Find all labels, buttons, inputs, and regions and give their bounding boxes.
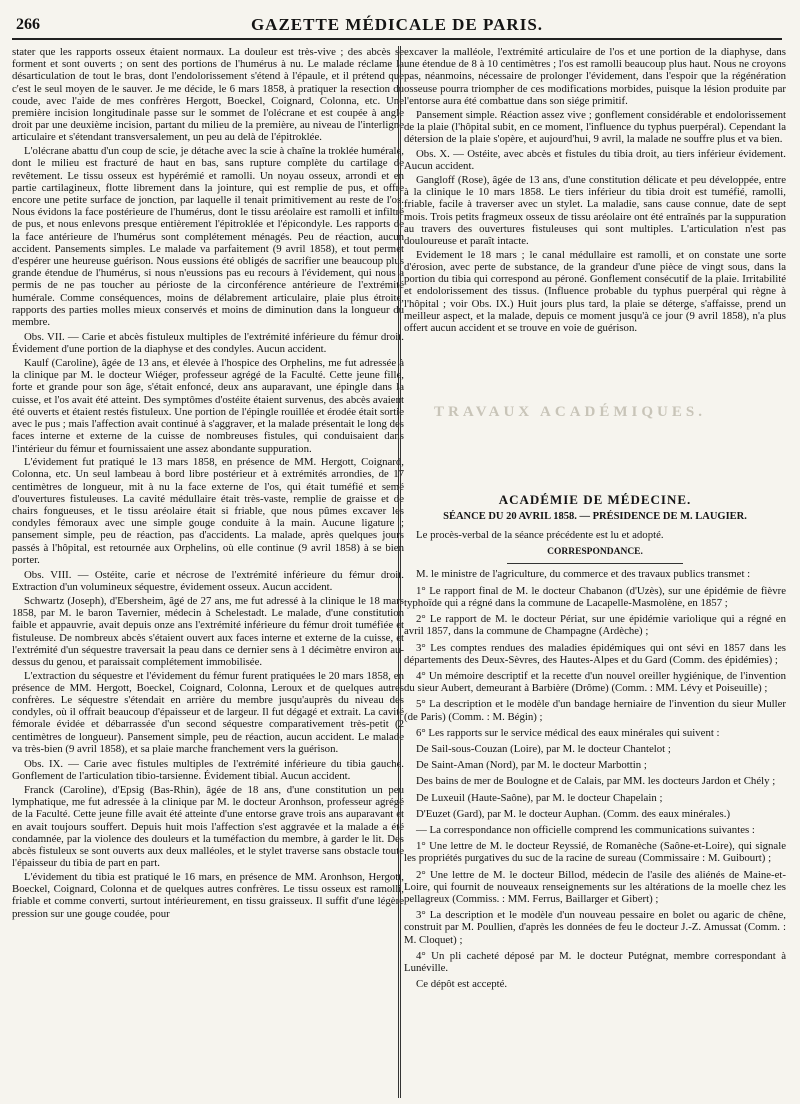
- list-item: 3° La description et le modèle d'un nouveau pessaire en bolet ou agaric de chêne, construit par M. Poullien, d'après les données de feu le docteur J.-Z. Amussat (Comm. : M. Cloquet) ;: [404, 909, 786, 946]
- paragraph: L'évidement fut pratiqué le 13 mars 1858, en présence de MM. Hergott, Coignard, Colonna, etc. Un seul lambeau à bord libre postérieur et à extrémités arrondies, de 17 centimètres de longueur, mit à nu la face externe de l'os, qui était tuméfié et semé d'ouvertures fistuleuses. La cavité médullaire était très-vaste, remplie de graisse et de chairs fongueuses, et le tissu aréolaire était si friable, que nous pûmes excaver les condyles fémoraux avec une simple gouge conduite à la main. Aucune ligature ; pansement simple, peu de réaction, pas d'accidents. La malade, après quelques jours passés à l'hôpital, est retournée aux Orphelins, où elle continue (9 avril 1858) à se bien porter.: [12, 456, 404, 566]
- sub-item: De Sail-sous-Couzan (Loire), par M. le docteur Chantelot ;: [416, 742, 671, 755]
- list-item: 2° Une lettre de M. le docteur Billod, médecin de l'asile des aliénés de Maine-et-Loire, qui fournit de nouveaux renseignements sur les altérations de la moelle chez les pellagreux (Commiss. : MM. Ferrus, Baillarger et Gibert) ;: [404, 868, 786, 905]
- list-item: 6° Les rapports sur le service médical des eaux minérales qui suivent :: [416, 726, 720, 739]
- paragraph: Evidement le 18 mars ; le canal médullaire est ramolli, et on constate une sorte d'érosion, avec perte de substance, de la grandeur d'une pièce de vingt sous, dans la portion du tibia qui correspond au péroné. Gonflement consécutif de la plaie. Irritabilité et endolorissement des tissus. (Influence probable du typhus puerpéral qui règne à l'hôpital ; voir Obs. IX.) Huit jours plus tard, la plaie se déterge, s'affaisse, prend un meilleur aspect, et la malade, depuis ce moment jusqu'à ce jour (9 avril 1858), n'a plus offert aucun accident et se trouve en voie de guérison.: [404, 248, 786, 334]
- closing-line: Ce dépôt est accepté.: [416, 978, 508, 991]
- paragraph: Gangloff (Rose), âgée de 13 ans, d'une constitution délicate et peu développée, entre à la clinique le 10 mars 1858. Le tiers inférieur du tibia droit est tuméfié, ramolli, friable, facile à traverser avec un stylet. La maladie, sans cause connue, date de sept mois. Trois petits fragmeux osseux de tissu aréolaire ont été entraînés par la suppuration au travers des ouvertures fistuleuses qui sont multiples. L'articulation n'est pas douloureuse et paraît intacte.: [404, 174, 786, 248]
- paragraph: Pansement simple. Réaction assez vive ; gonflement considérable et endolorissement de la plaie (l'hôpital subit, en ce moment, l'influence du typhus puerpéral). Cependant la détersion de la plaie s'opère, et aujourd'hui, 9 avril, la malade ne souffre plus et va bien.: [404, 108, 786, 145]
- paragraph: L'évidement du tibia est pratiqué le 16 mars, en présence de MM. Aronhson, Hergott, Boeckel, Coignard, Colonna et de quelques autres confrères. Le tissu osseux est ramolli, friable et comme converti, surtout intérieurement, en tissu graisseux. Il suffit d'une légère pression sur une gouge coudée, pour: [12, 870, 404, 920]
- sub-item: D'Euzet (Gard), par M. le docteur Auphan. (Comm. des eaux minérales.): [416, 807, 731, 820]
- page-number: 266: [16, 16, 40, 33]
- section-title: ACADÉMIE DE MÉDECINE.: [498, 491, 692, 507]
- paragraph: excaver la malléole, l'extrémité articulaire de l'os et une portion de la diaphyse, dans une étendue de 8 à 10 centimètres ; l'os est ramolli beaucoup plus haut. Nous ne croyons pas, néanmoins, nécessaire de prolonger l'évidement, dans l'espoir que la régénération osseuse pourra triompher de ces modifications morbides, puisque la lésion produite par l'entorse aura été combattue dans son siége primitif.: [404, 46, 786, 107]
- list-item: 3° Les comptes rendues des maladies épidémiques qui ont sévi en 1857 dans les départements des Deux-Sèvres, des Hautes-Alpes et du Gard (Comm. des épidémies) ;: [404, 641, 786, 666]
- right-column: [404, 46, 786, 1096]
- intro-line: M. le ministre de l'agriculture, du commerce et des travaux publics transmet :: [416, 568, 751, 581]
- paragraph: Kaulf (Caroline), âgée de 13 ans, et élevée à l'hospice des Orphelins, me fut adressée à la clinique par M. le docteur Wiéger, professeur agrégé de la Faculté. Cette jeune fille, forte et grande pour son âge, s'était enfoncé, deux ans auparavant, une épingle dans la cuisse, et l'os avait été atteint. Des symptômes d'ostéite étaient survenus, des abcès avaient été ouverts et étaient restés fistuleux. Une portion de l'épingle rouillée et érodée était sortie avec le pus ; mais l'affection avait continué à s'aggraver, et la malade présentait le long des faces interne et externe de la cuisse de nombreuses fistules, qui conduisaient dans l'intérieur du fémur et fournissaient une assez abondante suppuration.: [12, 357, 404, 455]
- list-item: 4° Un mémoire descriptif et la recette d'un nouvel oreiller hygiénique, de l'invention du sieur Aubert, demeurant à Barbière (Drôme) (Comm. : MM. Lévy et Poiseuille) ;: [404, 669, 786, 695]
- sub-item: Des bains de mer de Boulogne et de Calais, par MM. les docteurs Jardon et Chély ;: [416, 775, 776, 788]
- correspondance-list: [404, 568, 786, 990]
- paragraph: Schwartz (Joseph), d'Ebersheim, âgé de 27 ans, me fut adressé à la clinique le 18 mars 1858, par M. le baron Tavernier, médecin à Schelestadt. Le malade, d'une constitution faible et appauvrie, avait depuis onze ans l'extrémité inférieure du fémur droit tuméfiée et fistuleuse. De nombreux abcès s'étaient ouvert aux faces interne et externe de la cuisse, et l'extrémité d'un séquestre traversait la peau dans ce dernier sens à 1 décimètre environ au-dessus du genou, et paraissait complétement immobilisée.: [12, 594, 404, 668]
- list-item: 4° Un pli cacheté déposé par M. le docteur Putégnat, membre correspondant à Lunéville.: [404, 949, 786, 974]
- intro-line: — La correspondance non officielle comprend les communications suivantes :: [416, 823, 755, 836]
- observation-heading: Obs. X. — Ostéite, avec abcès et fistules du tibia droit, au tiers inférieur évidement. Aucun accident.: [404, 148, 786, 173]
- session-line: SÉANCE DU 20 AVRIL 1858. — PRÉSIDENCE DE M. LAUGIER.: [443, 510, 747, 522]
- paragraph: L'olécrane abattu d'un coup de scie, je détache avec la scie à chaîne la troklée humérale, dont le milieu est fracturé de haut en bas, sans rupture complète du cartilage de revêtement. Le tissu osseux est hypérémié et ramolli. Un noyau osseux, arrondi et en partie cartilagineux, flotte librement dans la jointure, qui est remplie de pus, et offre encore une petite surface de jonction, par laquelle il tenait primitivement au reste de l'os. Nous évidons la face postérieure de l'humérus, dont le tissu aréolaire est ramolli et infiltré de pus, et nous enlevons presque entièrement l'épitroklée et l'épicondyle. Les rapports de la face antérieure de l'humérus sont complétement ménagés. Peu de réaction, aucun accident. Pansements simples. Le malade va parfaitement (9 avril 1858), et tout permet d'espérer une heureuse guérison. Nous eussions été obligés de sacrifier une beaucoup plus grande étendue de l'humérus, si nous n'eussions pas eu recours à l'évidement, qui nous a permis de ne pas toucher au périoste de la circonférence antérieure de l'extrémité humérale. Comme conséquences, moins de délabrement articulaire, plaie plus étroite, rapports des parties molles mieux conservés et moins de diminution dans la longueur du membre.: [12, 145, 404, 328]
- paragraph: L'extraction du séquestre et l'évidement du fémur furent pratiquées le 20 mars 1858, en présence de MM. Hergott, Boeckel, Coignard, Colonna, Leroux et de quelques autres confrères. Le séquestre s'étendait en arrière du membre jusqu'auprès du niveau des condyles, où il offrait beaucoup d'épaisseur et de largeur. Il fut dégagé et extrait. La cavité fémorale évidée et débarrassée d'un second séquestre comparativement très-petit (2 centimètres de longueur). Pansement simple, peu de réaction, aucun accident. Le malade va très-bien (9 avril 1858), et sa plaie marche franchement vers la guérison.: [12, 669, 404, 755]
- correspondance-heading: CORRESPONDANCE.: [547, 547, 643, 558]
- paragraph: Franck (Caroline), d'Epsig (Bas-Rhin), âgée de 18 ans, d'une constitution un peu lymphatique, me fut adressée à la clinique par M. le docteur Aronhson, professeur agrégé de la Faculté. Cette jeune fille avait été atteinte d'une entorse grave trois ans auparavant et en avait toujours souffert. Depuis huit mois l'affection s'est aggravée et la malade a été condamnée, par la violence des douleurs et la tuméfaction du membre, à garder le lit. Des abcès fistuleux se sont ouverts aux deux malléoles, et le stylet traverse sans obstacle toute l'épaisseur du tibia de part en part.: [12, 783, 404, 870]
- sub-item: De Luxeuil (Haute-Saône), par M. le docteur Chapelain ;: [416, 791, 663, 804]
- bleed-through-text: TRAVAUX ACADÉMIQUES.: [434, 403, 706, 420]
- observation-heading: Obs. VIII. — Ostéite, carie et nécrose de l'extrémité inférieure du fémur droit. Extraction d'un volumineux séquestre, évidement osseux. Aucun accident.: [12, 569, 404, 594]
- observation-heading: Obs. IX. — Carie avec fistules multiples de l'extrémité inférieure du tibia gauche. Gonflement de l'articulation tibio-tarsienne. Évidement tibial. Aucun accident.: [12, 758, 404, 783]
- blank-gap: [404, 336, 786, 486]
- list-item: 1° Le rapport final de M. le docteur Chabanon (d'Uzès), sur une épidémie de fièvre typhoïde qui a régné dans la commune de Lacapelle-Masmolène, en 1857 ;: [404, 584, 786, 609]
- paragraph: stater que les rapports osseux étaient normaux. La douleur est très-vive ; des abcès se forment et sont ouverts ; on sent des portions de l'humérus à nu. Le malade réclame la désarticulation de tout le bras, dont l'endolorissement s'étend à l'épaule, et il prétend que c'est le seul moyen de le sauver. Je me décide, le 6 mars 1858, à pratiquer la resection du coude, avec l'aide de mes confrères Hergott, Boeckel, Coignard, Colonna, etc. Une première incision longitudinale passe sur le sommet de l'olécrane et est coupée à angle droit par une deuxième incision, partant du milieu de la première, au niveau de l'interligne articulaire et s'étendant transversalement, un peu au delà de l'épitroklée.: [12, 46, 404, 144]
- sub-item: De Saint-Aman (Nord), par M. le docteur Marbottin ;: [416, 759, 647, 772]
- running-title: GAZETTE MÉDICALE DE PARIS.: [250, 15, 544, 34]
- column-divider: [398, 46, 401, 1098]
- observation-heading: Obs. VII. — Carie et abcès fistuleux multiples de l'extrémité inférieure du fémur droit. Évidement d'une portion de la diaphyse et des condyles. Aucun accident.: [12, 331, 404, 356]
- page-header: [12, 12, 782, 40]
- left-column: [12, 46, 404, 1096]
- minutes-line: Le procès-verbal de la séance précédente est lu et adopté.: [416, 529, 664, 542]
- list-item: 2° Le rapport de M. le docteur Périat, sur une épidémie variolique qui a régné en avril 1857, dans la commune de Champagne (Ardèche) ;: [404, 613, 786, 638]
- heading-underline: [507, 563, 683, 564]
- list-item: 1° Une lettre de M. le docteur Reyssié, de Romanèche (Saône-et-Loire), qui signale les propriétés purgatives du suc de la racine de sureau (Commissaire : M. Guibourt) ;: [404, 840, 786, 865]
- list-item: 5° La description et le modèle d'un bandage herniaire de l'invention du sieur Muller (de Paris) (Comm. : M. Bégin) ;: [404, 698, 786, 723]
